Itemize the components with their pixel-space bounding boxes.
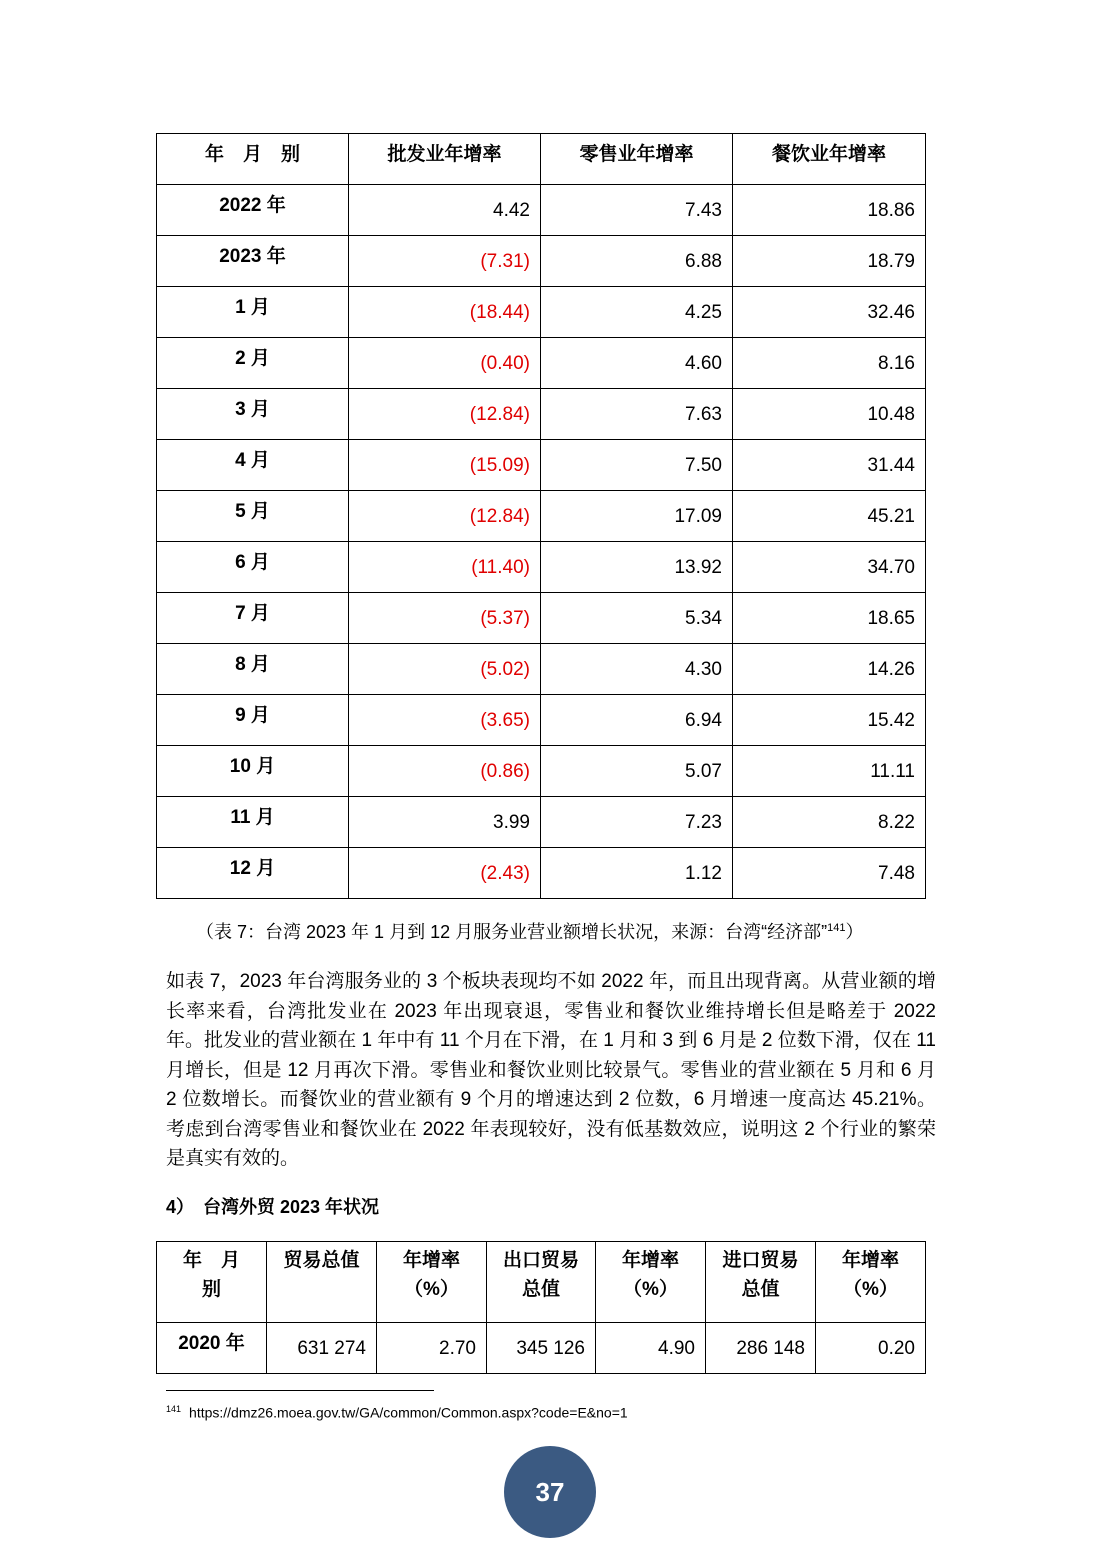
footnote-ref[interactable]: 141: [827, 922, 846, 934]
header-line: 出口贸易: [502, 1250, 579, 1271]
service-growth-table: [156, 133, 926, 899]
header-retail: 零售业年增率: [541, 134, 733, 185]
retail-value: 1.12: [541, 848, 733, 899]
wholesale-value: (18.44): [349, 287, 541, 338]
table-caption: [196, 918, 863, 944]
wholesale-value: (3.65): [349, 695, 541, 746]
row-label: 6 月: [157, 542, 349, 593]
row-label: 11 月: [157, 797, 349, 848]
table-header-row: [157, 134, 926, 185]
food-value: 18.65: [733, 593, 926, 644]
row-label: 5 月: [157, 491, 349, 542]
retail-value: 4.25: [541, 287, 733, 338]
table-row: [157, 185, 926, 236]
header-line: （%）: [843, 1279, 898, 1300]
header-line: 总值: [521, 1279, 560, 1300]
header-export-total: [487, 1242, 596, 1323]
table-row: [157, 644, 926, 695]
row-label: 9 月: [157, 695, 349, 746]
retail-value: 5.34: [541, 593, 733, 644]
food-value: 15.42: [733, 695, 926, 746]
caption-close: ）: [845, 922, 864, 942]
food-value: 18.86: [733, 185, 926, 236]
table-row: [157, 1323, 926, 1374]
wholesale-value: (0.40): [349, 338, 541, 389]
row-label: 10 月: [157, 746, 349, 797]
table-row: [157, 542, 926, 593]
wholesale-value: (5.37): [349, 593, 541, 644]
wholesale-value: (7.31): [349, 236, 541, 287]
total-growth-value: 2.70: [377, 1323, 487, 1374]
food-value: 31.44: [733, 440, 926, 491]
row-label: 2022 年: [157, 185, 349, 236]
food-value: 32.46: [733, 287, 926, 338]
wholesale-value: (2.43): [349, 848, 541, 899]
header-wholesale: 批发业年增率: [349, 134, 541, 185]
table-row: [157, 236, 926, 287]
header-line: （%）: [623, 1279, 678, 1300]
export-growth-value: 4.90: [596, 1323, 706, 1374]
footnote-number: 141: [166, 1404, 182, 1414]
retail-value: 13.92: [541, 542, 733, 593]
table-row: [157, 491, 926, 542]
header-period: 年 月 别: [157, 134, 349, 185]
row-label: 2 月: [157, 338, 349, 389]
retail-value: 6.88: [541, 236, 733, 287]
header-line: 年增率: [621, 1250, 679, 1271]
table-row: [157, 746, 926, 797]
wholesale-value: (12.84): [349, 389, 541, 440]
row-label: 3 月: [157, 389, 349, 440]
header-line: （%）: [404, 1279, 459, 1300]
header-total-growth: [377, 1242, 487, 1323]
table-header-row: [157, 1242, 926, 1323]
wholesale-value: (15.09): [349, 440, 541, 491]
wholesale-value: (0.86): [349, 746, 541, 797]
food-value: 7.48: [733, 848, 926, 899]
header-import-total: [706, 1242, 816, 1323]
retail-value: 17.09: [541, 491, 733, 542]
section-heading: 4） 台湾外贸 2023 年状况: [166, 1197, 380, 1217]
retail-value: 5.07: [541, 746, 733, 797]
wholesale-value: 3.99: [349, 797, 541, 848]
food-value: 11.11: [733, 746, 926, 797]
table-row: [157, 440, 926, 491]
table-row: [157, 593, 926, 644]
header-export-growth: [596, 1242, 706, 1323]
footnote-divider: [166, 1390, 434, 1391]
table-row: [157, 797, 926, 848]
header-import-growth: [816, 1242, 926, 1323]
row-label: 8 月: [157, 644, 349, 695]
food-value: 10.48: [733, 389, 926, 440]
import-growth-value: 0.20: [816, 1323, 926, 1374]
food-value: 8.22: [733, 797, 926, 848]
table-row: [157, 848, 926, 899]
food-value: 14.26: [733, 644, 926, 695]
body-paragraph: 如表 7，2023 年台湾服务业的 3 个板块表现均不如 2022 年，而且出现背离。从营业额的增长率来看，台湾批发业在 2023 年出现衰退，零售业和餐饮业维持增长但是略差于 2022 年。批发业的营业额在 1 年中有 11 个月在下滑，在 1 月和 3 到 6 月是 2 位数下滑，仅在 11 月增长，但是 12 月再次下滑。零售业和餐饮业则比较景气。零售业的营业额在 5 月和 6 月 2 位数增长。而餐饮业的营业额有 9 个月的增速达到 2 位数，6 月增速一度高达 45.21%。考虑到台湾零售业和餐饮业在 2022 年表现较好，没有低基数效应，说明这 2 个行业的繁荣是真实有效的。: [166, 971, 936, 1169]
trade-total-value: 631 274: [267, 1323, 377, 1374]
retail-value: 4.30: [541, 644, 733, 695]
retail-value: 7.43: [541, 185, 733, 236]
header-line: 总值: [741, 1279, 780, 1300]
footnote-url[interactable]: https://dmz26.moea.gov.tw/GA/common/Common.aspx?code=E&no=1: [189, 1404, 628, 1421]
page-number-badge: 37: [504, 1446, 596, 1538]
trade-table: [156, 1241, 926, 1374]
header-trade-total: [267, 1242, 377, 1323]
header-line: 进口贸易: [722, 1250, 799, 1271]
header-line: 年 月: [182, 1250, 240, 1271]
wholesale-value: 4.42: [349, 185, 541, 236]
table-row: [157, 389, 926, 440]
wholesale-value: (5.02): [349, 644, 541, 695]
export-total-value: 345 126: [487, 1323, 596, 1374]
retail-value: 4.60: [541, 338, 733, 389]
row-label: 2020 年: [157, 1323, 267, 1374]
header-line: 贸易总值: [283, 1250, 360, 1271]
row-label: 2023 年: [157, 236, 349, 287]
wholesale-value: (11.40): [349, 542, 541, 593]
header-food: 餐饮业年增率: [733, 134, 926, 185]
row-label: 1 月: [157, 287, 349, 338]
table-row: [157, 695, 926, 746]
retail-value: 7.23: [541, 797, 733, 848]
footnote: [166, 1404, 628, 1421]
header-line: 别: [201, 1279, 221, 1300]
caption-text: （表 7：台湾 2023 年 1 月到 12 月服务业营业额增长状况，来源：台湾“经济部”: [196, 922, 828, 942]
row-label: 4 月: [157, 440, 349, 491]
header-line: 年增率: [841, 1250, 899, 1271]
retail-value: 7.50: [541, 440, 733, 491]
header-line: 年增率: [402, 1250, 460, 1271]
food-value: 18.79: [733, 236, 926, 287]
table-row: [157, 338, 926, 389]
food-value: 34.70: [733, 542, 926, 593]
food-value: 8.16: [733, 338, 926, 389]
table-row: [157, 287, 926, 338]
row-label: 12 月: [157, 848, 349, 899]
food-value: 45.21: [733, 491, 926, 542]
row-label: 7 月: [157, 593, 349, 644]
retail-value: 6.94: [541, 695, 733, 746]
header-period: [157, 1242, 267, 1323]
wholesale-value: (12.84): [349, 491, 541, 542]
retail-value: 7.63: [541, 389, 733, 440]
import-total-value: 286 148: [706, 1323, 816, 1374]
